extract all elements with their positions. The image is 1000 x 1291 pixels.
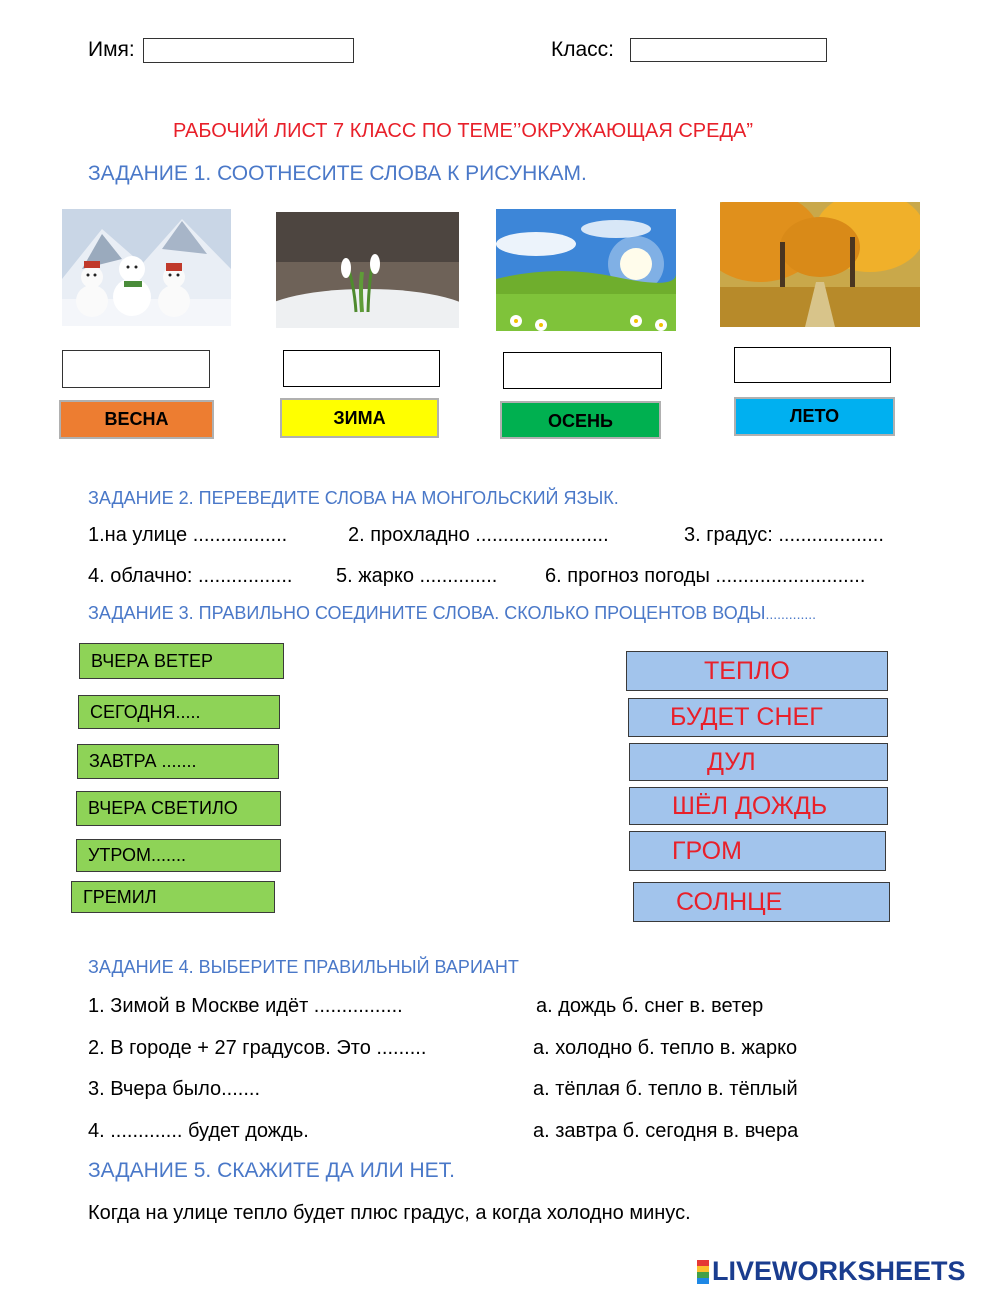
match-right-5[interactable]: [629, 831, 886, 871]
task4-options-1[interactable]: а. дождь б. снег в. ветер: [536, 995, 764, 1017]
class-input[interactable]: [630, 38, 827, 62]
task3-heading-text: ЗАДАНИЕ 3. ПРАВИЛЬНО СОЕДИНИТЕ СЛОВА. СКОЛЬКО ПРОЦЕНТОВ ВОДЫ: [88, 603, 766, 623]
task2-item-1: 1.на улице .................: [88, 524, 288, 546]
liveworksheets-logo: [697, 1256, 966, 1287]
autumn-road-image: [720, 202, 920, 327]
match-left-label: УТРОМ.......: [88, 845, 187, 865]
season-tile-autumn[interactable]: [500, 401, 661, 439]
match-left-1[interactable]: [79, 643, 284, 679]
task5-heading: ЗАДАНИЕ 5. СКАЖИТЕ ДА ИЛИ НЕТ.: [88, 1159, 455, 1182]
task4-question-3: 3. Вчера было.......: [88, 1078, 261, 1100]
match-left-5[interactable]: [76, 839, 281, 872]
match-right-4[interactable]: [629, 787, 888, 825]
answer-input-image-4[interactable]: [734, 347, 891, 383]
task2-item-6: 6. прогноз погоды ...........................: [545, 565, 866, 587]
name-input[interactable]: [143, 38, 354, 63]
task2-item-5: 5. жарко ..............: [336, 565, 498, 587]
task4-question-1: 1. Зимой в Москве идёт ................: [88, 995, 403, 1017]
task2-heading: ЗАДАНИЕ 2. ПЕРЕВЕДИТЕ СЛОВА НА МОНГОЛЬСКИЙ ЯЗЫК.: [88, 488, 619, 508]
answer-input-image-2[interactable]: [283, 350, 440, 387]
meadow-image: [496, 209, 676, 331]
match-right-1[interactable]: [626, 651, 888, 691]
task2-item-4: 4. облачно: .................: [88, 565, 293, 587]
season-label: ОСЕНЬ: [548, 411, 613, 431]
answer-input-image-1[interactable]: [62, 350, 210, 388]
class-label: Класс:: [551, 38, 614, 61]
season-tile-summer[interactable]: [734, 397, 895, 436]
season-tile-winter[interactable]: [280, 398, 439, 438]
worksheet-title: РАБОЧИЙ ЛИСТ 7 КЛАСС ПО ТЕМЕ’’ОКРУЖАЮЩАЯ СРЕДА”: [173, 120, 753, 142]
task4-question-2: 2. В городе + 27 градусов. Это .........: [88, 1037, 427, 1059]
name-label: Имя:: [88, 38, 135, 61]
task4-heading: ЗАДАНИЕ 4. ВЫБЕРИТЕ ПРАВИЛЬНЫЙ ВАРИАНТ: [88, 957, 519, 977]
task4-options-3[interactable]: а. тёплая б. тепло в. тёплый: [533, 1078, 798, 1100]
match-left-label: ВЧЕРА ВЕТЕР: [91, 650, 214, 671]
season-label: ЛЕТО: [789, 406, 840, 426]
match-left-4[interactable]: [76, 791, 281, 826]
task4-options-4[interactable]: а. завтра б. сегодня в. вчера: [533, 1120, 799, 1142]
match-left-label: СЕГОДНЯ.....: [90, 701, 201, 722]
snowdrop-image: [276, 212, 459, 328]
task4-question-4: 4. ............. будет дождь.: [88, 1120, 309, 1142]
task3-heading-dots: .............: [765, 606, 817, 622]
snowmen-image: [62, 209, 231, 326]
match-left-6[interactable]: [71, 881, 275, 913]
season-tile-spring[interactable]: [59, 400, 214, 439]
season-label: ЗИМА: [333, 408, 386, 428]
answer-input-image-3[interactable]: [503, 352, 662, 389]
match-right-3[interactable]: [629, 743, 888, 781]
match-right-label: ТЕПЛО: [704, 656, 790, 685]
logo-side-letters: [697, 1260, 709, 1284]
match-right-6[interactable]: [633, 882, 890, 922]
match-left-2[interactable]: [78, 695, 280, 729]
logo-text: LIVEWORKSHEETS: [712, 1256, 966, 1286]
match-left-label: ЗАВТРА .......: [89, 751, 197, 771]
match-right-label: СОЛНЦЕ: [676, 887, 783, 916]
match-left-3[interactable]: [77, 744, 279, 779]
task4-options-2[interactable]: а. холодно б. тепло в. жарко: [533, 1037, 798, 1059]
match-right-label: ШЁЛ ДОЖДЬ: [672, 791, 828, 820]
season-label: ВЕСНА: [104, 409, 169, 429]
match-right-label: ДУЛ: [707, 747, 756, 776]
task2-item-2: 2. прохладно ........................: [348, 524, 609, 546]
match-right-label: БУДЕТ СНЕГ: [670, 703, 823, 731]
task3-heading: [88, 603, 816, 624]
task1-heading: ЗАДАНИЕ 1. СООТНЕСИТЕ СЛОВА К РИСУНКАМ.: [88, 162, 587, 185]
task2-item-3: 3. градус: ...................: [684, 524, 884, 546]
task5-statement: Когда на улице тепло будет плюс градус, а когда холодно минус.: [88, 1202, 691, 1224]
match-left-label: ВЧЕРА СВЕТИЛО: [88, 798, 238, 818]
match-left-label: ГРЕМИЛ: [83, 886, 157, 907]
match-right-2[interactable]: [628, 698, 888, 737]
match-right-label: ГРОМ: [672, 836, 742, 865]
